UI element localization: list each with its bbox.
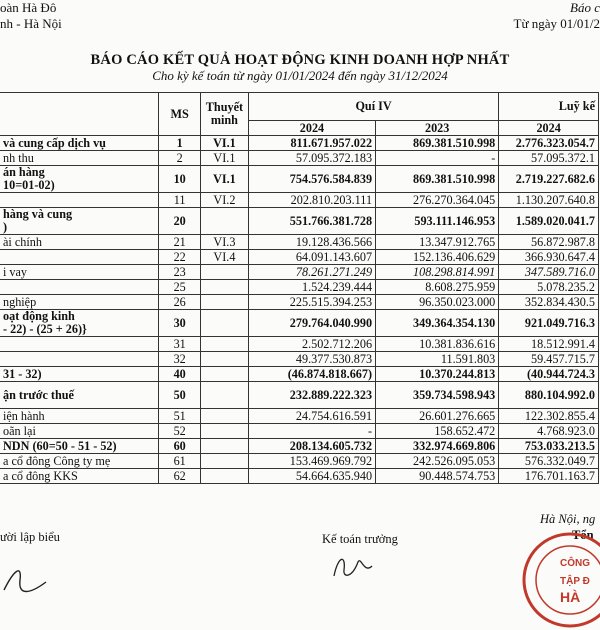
- row-note: VI.1: [200, 151, 248, 166]
- row-ms: 61: [159, 454, 201, 469]
- row-q4-2023: 869.381.510.998: [376, 166, 499, 193]
- row-note: [200, 352, 248, 367]
- row-label: ài chính: [0, 235, 159, 250]
- row-q4-2023: 13.347.912.765: [376, 235, 499, 250]
- row-label: [0, 337, 159, 352]
- table-row: [0, 454, 599, 469]
- table-row: [0, 280, 599, 295]
- row-q4-2023: 332.974.669.806: [376, 439, 499, 454]
- row-label: [0, 352, 159, 367]
- row-q4-2023: 10.370.244.813: [376, 367, 499, 382]
- row-ytd-2024: 122.302.855.4: [499, 409, 599, 424]
- header-item: [0, 93, 159, 136]
- row-q4-2023: 359.734.598.943: [376, 382, 499, 409]
- table-row: [0, 409, 599, 424]
- header-q4-2023: 2023: [376, 121, 499, 136]
- header-q4: Quí IV: [248, 93, 498, 121]
- table-row: [0, 166, 599, 193]
- row-ms: 31: [159, 337, 201, 352]
- table-row: [0, 352, 599, 367]
- row-note: VI.1: [200, 136, 248, 151]
- table-row: [0, 136, 599, 151]
- row-q4-2024: -: [248, 424, 375, 439]
- table-row: [0, 424, 599, 439]
- row-q4-2023: 8.608.275.959: [376, 280, 499, 295]
- header-ytd-2024: 2024: [499, 121, 599, 136]
- row-label: i vay: [0, 265, 159, 280]
- row-ms: 52: [159, 424, 201, 439]
- row-q4-2024: 225.515.394.253: [248, 295, 375, 310]
- table-row: [0, 295, 599, 310]
- company-address: nh - Hà Nội: [0, 16, 62, 31]
- row-q4-2024: 49.377.530.873: [248, 352, 375, 367]
- row-q4-2023: 869.381.510.998: [376, 136, 499, 151]
- row-ms: 11: [159, 193, 201, 208]
- table-row: [0, 382, 599, 409]
- table-row: [0, 439, 599, 454]
- row-q4-2023: 593.111.146.953: [376, 208, 499, 235]
- row-ytd-2024: 56.872.987.8: [499, 235, 599, 250]
- row-note: [200, 295, 248, 310]
- table-row: [0, 193, 599, 208]
- row-q4-2024: 1.524.239.444: [248, 280, 375, 295]
- row-q4-2023: 96.350.023.000: [376, 295, 499, 310]
- table-row: [0, 367, 599, 382]
- row-label: a cổ đông KKS: [0, 469, 159, 484]
- chief-accountant-label: Kế toán trưởng: [322, 532, 398, 546]
- row-ms: 2: [159, 151, 201, 166]
- header-ytd: Luỹ kế: [499, 93, 599, 121]
- row-label: [0, 250, 159, 265]
- report-label: Báo c: [570, 0, 600, 15]
- row-ms: 23: [159, 265, 201, 280]
- row-label: oãn lại: [0, 424, 159, 439]
- row-label: nh thu: [0, 151, 159, 166]
- place-date: Hà Nội, ng: [540, 512, 596, 526]
- row-label: NDN (60=50 - 51 - 52): [0, 439, 159, 454]
- row-label: iện hành: [0, 409, 159, 424]
- row-note: [200, 265, 248, 280]
- chief-accountant-signature: [328, 548, 378, 584]
- row-q4-2024: 279.764.040.990: [248, 310, 375, 337]
- row-note: VI.1: [200, 166, 248, 193]
- table-row: [0, 469, 599, 484]
- header-ms: MS: [159, 93, 201, 136]
- row-note: [200, 454, 248, 469]
- row-ytd-2024: 576.332.049.7: [499, 454, 599, 469]
- row-label: [0, 193, 159, 208]
- row-q4-2023: 152.136.406.629: [376, 250, 499, 265]
- svg-text:TẬP Đ: TẬP Đ: [560, 576, 590, 587]
- income-statement-table: [0, 92, 599, 484]
- row-note: VI.4: [200, 250, 248, 265]
- row-ms: 26: [159, 295, 201, 310]
- row-q4-2024: 64.091.143.607: [248, 250, 375, 265]
- row-note: [200, 310, 248, 337]
- row-ytd-2024: 921.049.716.3: [499, 310, 599, 337]
- row-label: hàng và cung ): [0, 208, 159, 235]
- row-q4-2024: 208.134.605.732: [248, 439, 375, 454]
- row-ytd-2024: 753.033.213.5: [499, 439, 599, 454]
- row-note: [200, 367, 248, 382]
- row-q4-2024: 19.128.436.566: [248, 235, 375, 250]
- row-ms: 51: [159, 409, 201, 424]
- row-q4-2024: (46.874.818.667): [248, 367, 375, 382]
- row-q4-2024: 2.502.712.206: [248, 337, 375, 352]
- row-label: a cổ đông Công ty mẹ: [0, 454, 159, 469]
- row-ytd-2024: 347.589.716.0: [499, 265, 599, 280]
- row-note: [200, 337, 248, 352]
- report-period: Từ ngày 01/01/2: [513, 16, 600, 31]
- company-stamp: [520, 530, 600, 630]
- row-q4-2023: 10.381.836.616: [376, 337, 499, 352]
- header-note: Thuyết minh: [200, 93, 248, 136]
- row-note: [200, 382, 248, 409]
- row-ms: 50: [159, 382, 201, 409]
- row-q4-2024: 754.576.584.839: [248, 166, 375, 193]
- row-ytd-2024: 2.776.323.054.7: [499, 136, 599, 151]
- table-row: [0, 310, 599, 337]
- row-q4-2023: 26.601.276.665: [376, 409, 499, 424]
- report-subtitle: Cho kỳ kế toán từ ngày 01/01/2024 đến ngày 31/12/2024: [152, 68, 448, 83]
- row-ytd-2024: 59.457.715.7: [499, 352, 599, 367]
- row-ytd-2024: 366.930.647.4: [499, 250, 599, 265]
- row-q4-2024: 232.889.222.323: [248, 382, 375, 409]
- director-label: Tổn: [572, 528, 594, 542]
- row-ms: 62: [159, 469, 201, 484]
- row-label: 31 - 32): [0, 367, 159, 382]
- row-label: [0, 280, 159, 295]
- row-ytd-2024: 1.130.207.640.8: [499, 193, 599, 208]
- row-ytd-2024: 4.768.923.0: [499, 424, 599, 439]
- report-header: [514, 0, 600, 32]
- row-q4-2024: 153.469.969.792: [248, 454, 375, 469]
- table-row: [0, 337, 599, 352]
- row-q4-2024: 78.261.271.249: [248, 265, 375, 280]
- row-q4-2024: 202.810.203.111: [248, 193, 375, 208]
- preparer-label: ười lập biểu: [0, 530, 60, 544]
- row-label: án hàng 10=01-02): [0, 166, 159, 193]
- row-ms: 30: [159, 310, 201, 337]
- row-q4-2024: 811.671.957.022: [248, 136, 375, 151]
- row-q4-2023: 90.448.574.753: [376, 469, 499, 484]
- table-row: [0, 265, 599, 280]
- row-ytd-2024: 1.589.020.041.7: [499, 208, 599, 235]
- row-q4-2023: 108.298.814.991: [376, 265, 499, 280]
- row-q4-2023: 242.526.095.053: [376, 454, 499, 469]
- row-note: VI.3: [200, 235, 248, 250]
- row-ms: 60: [159, 439, 201, 454]
- row-q4-2023: 276.270.364.045: [376, 193, 499, 208]
- row-ms: 1: [159, 136, 201, 151]
- row-ytd-2024: 2.719.227.682.6: [499, 166, 599, 193]
- svg-text:HÀ: HÀ: [560, 589, 581, 605]
- row-ytd-2024: (40.944.724.3: [499, 367, 599, 382]
- table-row: [0, 250, 599, 265]
- row-ms: 40: [159, 367, 201, 382]
- row-label: nghiệp: [0, 295, 159, 310]
- row-ms: 32: [159, 352, 201, 367]
- row-ytd-2024: 880.104.992.0: [499, 382, 599, 409]
- row-ms: 20: [159, 208, 201, 235]
- preparer-signature: [0, 560, 60, 598]
- table-row: [0, 235, 599, 250]
- row-q4-2024: 551.766.381.728: [248, 208, 375, 235]
- row-q4-2023: 158.652.472: [376, 424, 499, 439]
- row-ytd-2024: 352.834.430.5: [499, 295, 599, 310]
- row-ytd-2024: 18.512.991.4: [499, 337, 599, 352]
- row-ms: 10: [159, 166, 201, 193]
- row-ms: 25: [159, 280, 201, 295]
- row-q4-2023: 349.364.354.130: [376, 310, 499, 337]
- row-q4-2024: 54.664.635.940: [248, 469, 375, 484]
- row-ytd-2024: 5.078.235.2: [499, 280, 599, 295]
- row-note: [200, 409, 248, 424]
- report-title: BÁO CÁO KẾT QUẢ HOẠT ĐỘNG KINH DOANH HỢP NHẤT: [90, 52, 510, 68]
- row-label: và cung cấp dịch vụ: [0, 136, 159, 151]
- row-ytd-2024: 176.701.163.7: [499, 469, 599, 484]
- row-q4-2024: 24.754.616.591: [248, 409, 375, 424]
- row-q4-2023: 11.591.803: [376, 352, 499, 367]
- table-row: [0, 151, 599, 166]
- row-q4-2023: -: [376, 151, 499, 166]
- row-note: [200, 439, 248, 454]
- row-ytd-2024: 57.095.372.1: [499, 151, 599, 166]
- row-ms: 22: [159, 250, 201, 265]
- row-label: ận trước thuế: [0, 382, 159, 409]
- table-row: [0, 208, 599, 235]
- header-q4-2024: 2024: [248, 121, 375, 136]
- row-note: [200, 424, 248, 439]
- company-header: [0, 0, 62, 32]
- row-note: VI.2: [200, 193, 248, 208]
- row-note: [200, 469, 248, 484]
- row-label: oạt động kinh - 22) - (25 + 26)}: [0, 310, 159, 337]
- row-q4-2024: 57.095.372.183: [248, 151, 375, 166]
- row-note: [200, 208, 248, 235]
- row-note: [200, 280, 248, 295]
- svg-text:CÔNG: CÔNG: [560, 558, 590, 569]
- company-name: oàn Hà Đô: [0, 0, 57, 15]
- row-ms: 21: [159, 235, 201, 250]
